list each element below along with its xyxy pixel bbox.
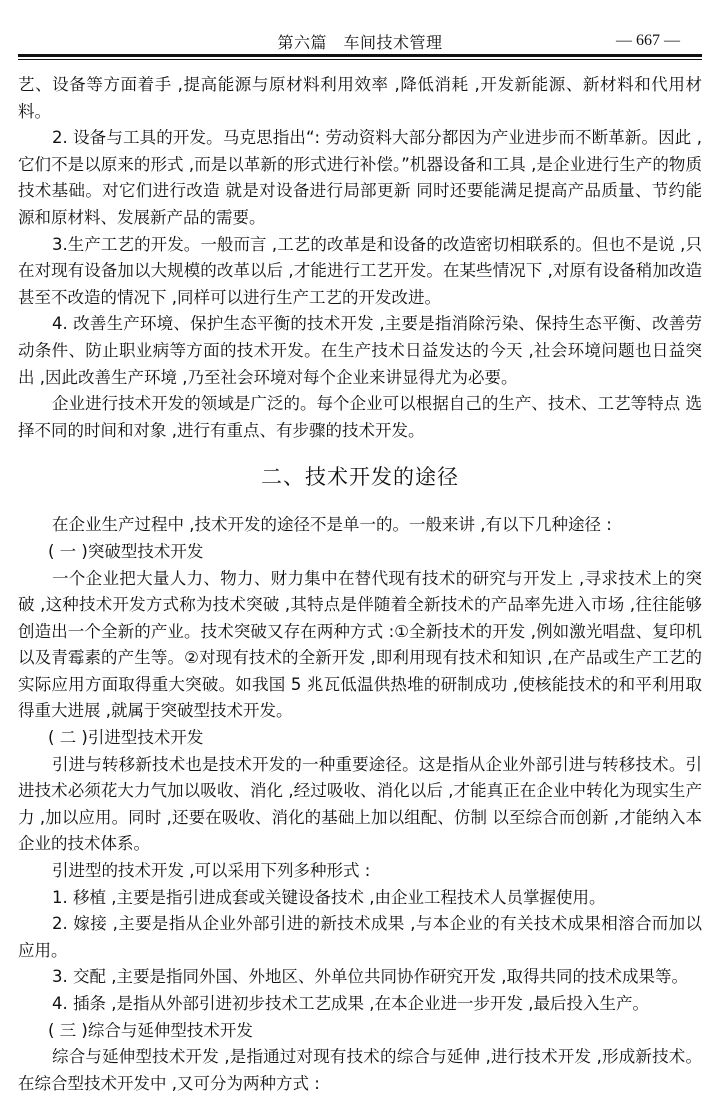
paragraph: 引进与转移新技术也是技术开发的一种重要途径。这是指从企业外部引进与转移技术。引进技术必须花大力气加以吸收、消化 ,经过吸收、消化以后 ,才能真正在企业中转化为现实生产力 ,加以应用。同时 ,还要在吸收、消化的基础上加以组配、仿制 以至综合而创新 ,才能纳入本企业的技术体系。 [18, 754, 702, 854]
section-intro: 在企业生产过程中 ,技术开发的途径不是单一的。一般来讲 ,有以下几种途径 : [52, 515, 612, 535]
paragraph: 3.生产工艺的开发。一般而言 ,工艺的改革是和设备的改造密切相联系的。但也不是说 ,只在对现有设备加以大规模的改革以后 ,才能进行工艺开发。在某些情况下 ,对原有设备稍加改造甚至不改造的情况下 ,同样可以进行生产工艺的开发改进。 [18, 234, 702, 307]
paragraph: 综合与延伸型技术开发 ,是指通过对现有技术的综合与延伸 ,进行技术开发 ,形成新技术。在综合型技术开发中 ,又可分为两种方式 : [18, 1047, 702, 1093]
paragraph: 4. 改善生产环境、保护生态平衡的技术开发 ,主要是指消除污染、保持生态平衡、改善劳动条件、防止职业病等方面的技术开发。在生产技术日益发达的今天 ,社会环境问题也日益突出 ,因此改善生产环境 ,乃至社会环境对每个企业来讲显得尤为必要。 [18, 314, 702, 387]
subsection-heading: ( 三 )综合与延伸型技术开发 [48, 1020, 253, 1040]
list-item: 2. 嫁接 ,主要是指从企业外部引进的新技术成果 ,与本企业的有关技术成果相溶合而加以应用。 [18, 914, 702, 960]
running-title: 第六篇 车间技术管理 [277, 33, 443, 52]
paragraph: 引进型的技术开发 ,可以采用下列多种形式 : [52, 861, 371, 881]
paragraph: 2. 设备与工具的开发。马克思指出“: 劳动资料大部分都因为产业进步而不断革新。因此 ,它们不是以原来的形式 ,而是以革新的形式进行补偿。”机器设备和工具 ,是企业进行生产的物质技术基础。对它们进行改造 就是对设备进行局部更新 同时还要能满足提高产品质量、节约能源和原材料、发展新产品的需要。 [18, 128, 702, 227]
paragraph: 企业进行技术开发的领域是广泛的。每个企业可以根据自己的生产、技术、工艺等特点 选择不同的时间和对象 ,进行有重点、有步骤的技术开发。 [18, 394, 702, 440]
header-rule-thick [18, 54, 702, 57]
page-number: — 667 — [616, 32, 680, 49]
paragraph: 艺、设备等方面着手 ,提高能源与原材料利用效率 ,降低消耗 ,开发新能源、新材料和代用材料。 [18, 75, 702, 121]
page-header [18, 30, 702, 52]
paragraph: 一个企业把大量人力、物力、财力集中在替代现有技术的研究与开发上 ,寻求技术上的突破 ,这种技术开发方式称为技术突破 ,其特点是伴随着全新技术的产品率先进入市场 ,往往能够创造出一个全新的产业。技术突破又存在两种方式 :①全新技术的开发 ,例如激光唱盘、复印机以及青霉素的产生等。②对现有技术的全新开发 ,即利用现有技术和知识 ,在产品或生产工艺的实际应用方面取得重大突破。如我国 5 兆瓦低温供热堆的研制成功 ,使核能技术的和平利用取得重大进展 ,就属于突破型技术开发。 [18, 568, 702, 721]
page-body [18, 72, 702, 1097]
subsection-heading: ( 一 )突破型技术开发 [48, 541, 204, 561]
list-item: 4. 插条 ,是指从外部引进初步技术工艺成果 ,在本企业进一步开发 ,最后投入生产。 [52, 994, 649, 1013]
list-item: 3. 交配 ,主要是指同外国、外地区、外单位共同协作研究开发 ,取得共同的技术成果等。 [52, 967, 688, 987]
section-title: 二、技术开发的途径 [261, 465, 459, 490]
subsection-heading: ( 二 )引进型技术开发 [48, 728, 204, 748]
header-rule-thin [18, 59, 702, 60]
list-item: 1. 移植 ,主要是指引进成套或关键设备技术 ,由企业工程技术人员掌握使用。 [52, 887, 606, 907]
